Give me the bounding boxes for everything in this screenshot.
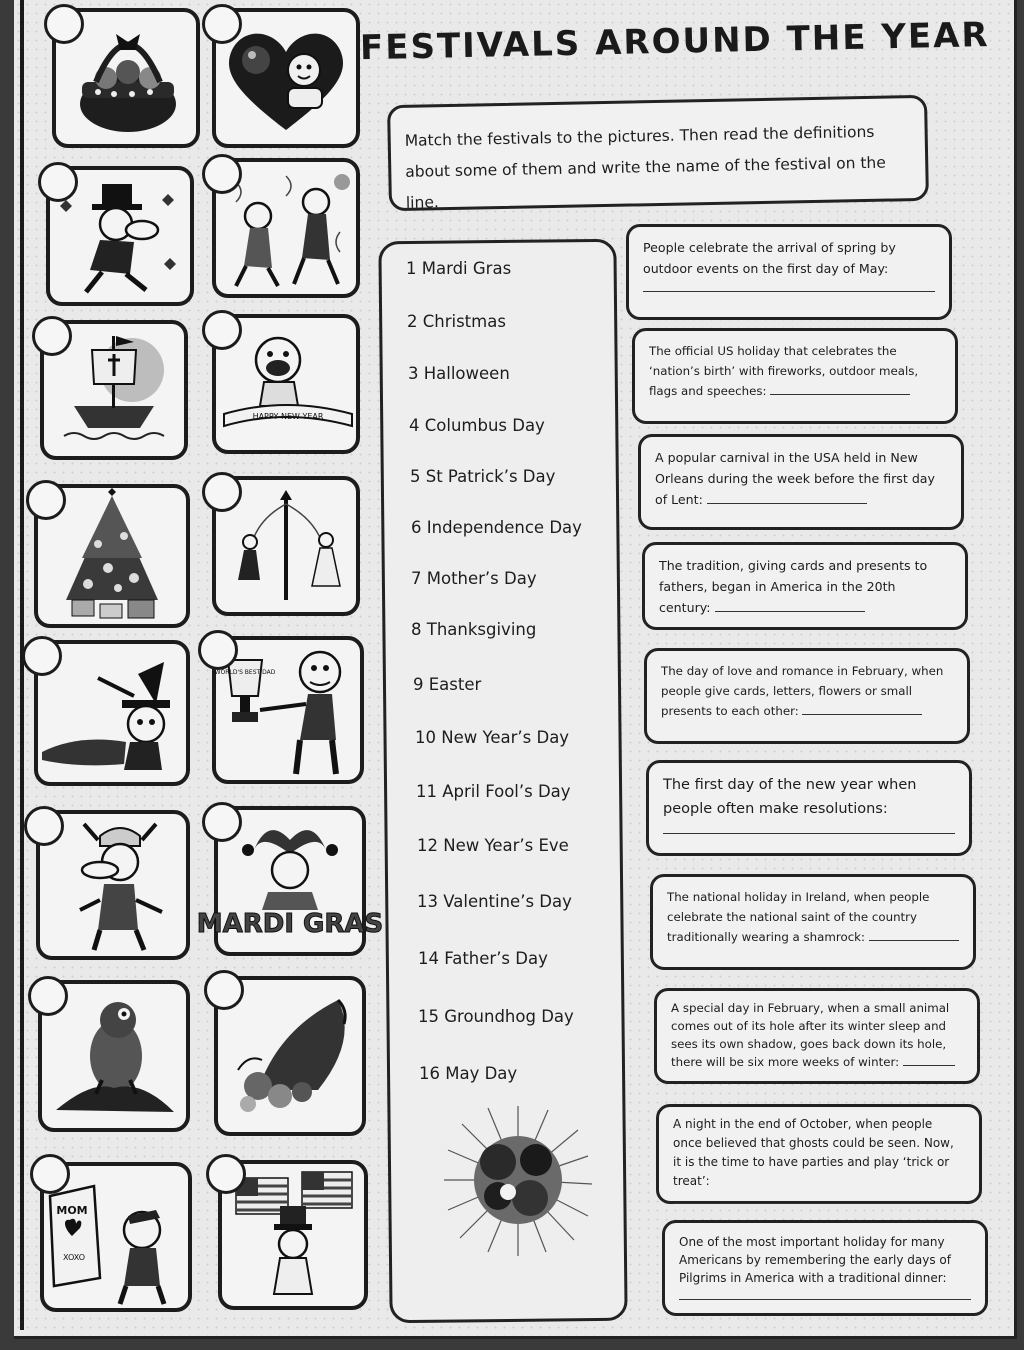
answer-circle[interactable] [44, 4, 84, 44]
list-item: 1 Mardi Gras [406, 259, 512, 278]
list-item: 14 Father’s Day [418, 949, 548, 968]
answer-circle[interactable] [22, 636, 62, 676]
definition-text: The first day of the new year when people often make resolutions: [663, 777, 917, 817]
card-mom-text: MOM [56, 1204, 88, 1217]
definition-box [644, 648, 970, 744]
list-item: 5 St Patrick’s Day [410, 467, 556, 486]
definition-box [632, 328, 958, 424]
definition-box [638, 434, 964, 530]
answer-circle[interactable] [202, 472, 242, 512]
instructions-box: Match the festivals to the pictures. Then read the definitions about some of them and write the name of the festival on the line. [387, 95, 929, 211]
definition-box [662, 1220, 988, 1316]
list-item: 15 Groundhog Day [418, 1007, 574, 1026]
list-item: 13 Valentine’s Day [417, 892, 572, 911]
definition-text: The national holiday in Ireland, when people celebrate the national saint of the country traditionally wearing a shamrock: [667, 890, 930, 944]
list-item: 12 New Year’s Eve [417, 836, 569, 855]
definition-box [650, 874, 976, 970]
answer-line[interactable] [802, 702, 922, 715]
definition-text: A special day in February, when a small animal comes out of its hole after its winter sleep and sees its own shadow, goes back down its hole, there will be six more weeks of winter: [671, 1001, 950, 1069]
definition-box [646, 760, 972, 856]
definition-text: The tradition, giving cards and presents to fathers, began in America in the 20th century: [659, 558, 928, 615]
answer-circle[interactable] [202, 310, 242, 350]
answer-line[interactable] [673, 1195, 965, 1204]
mardi-gras-text: MARDI GRAS [196, 909, 384, 939]
list-item: 8 Thanksgiving [411, 620, 537, 639]
fireworks-icon [438, 1100, 598, 1260]
answer-line[interactable] [903, 1053, 955, 1066]
list-item: 3 Halloween [408, 364, 510, 383]
answer-line[interactable] [707, 491, 867, 504]
list-item: 7 Mother’s Day [411, 569, 537, 588]
answer-line[interactable] [663, 825, 955, 834]
trophy-text: WORLD'S BEST DAD [214, 669, 276, 676]
answer-line[interactable] [679, 1291, 971, 1300]
worksheet-title: FESTIVALS AROUND THE YEAR [359, 15, 991, 69]
list-item: 11 April Fool’s Day [416, 782, 571, 801]
answer-circle[interactable] [28, 976, 68, 1016]
answer-circle[interactable] [202, 154, 242, 194]
list-item: 10 New Year’s Day [415, 728, 570, 747]
definition-text: A night in the end of October, when people once believed that ghosts could be seen. Now, it is the time to have parties and play ‘trick or treat’: [673, 1117, 954, 1188]
answer-line[interactable] [770, 382, 910, 395]
definition-box [654, 988, 980, 1084]
definition-text: One of the most important holiday for many Americans by remembering the early days of Pilgrims in America with a traditional dinner: [679, 1235, 951, 1285]
answer-circle[interactable] [204, 970, 244, 1010]
definition-box [656, 1104, 982, 1204]
answer-circle[interactable] [202, 4, 242, 44]
answer-circle[interactable] [24, 806, 64, 846]
answer-circle[interactable] [202, 802, 242, 842]
answer-circle[interactable] [198, 630, 238, 670]
definition-text: The day of love and romance in February, when people give cards, letters, flowers or small presents to each other: [661, 664, 944, 718]
list-item: 9 Easter [413, 675, 482, 694]
answer-circle[interactable] [26, 480, 66, 520]
banner-text: HAPPY NEW YEAR [252, 412, 324, 421]
definition-text: People celebrate the arrival of spring by outdoor events on the first day of May: [643, 240, 896, 276]
answer-line[interactable] [643, 283, 935, 292]
answer-line[interactable] [869, 928, 959, 941]
list-item: 6 Independence Day [411, 518, 582, 537]
answer-circle[interactable] [206, 1154, 246, 1194]
card-xoxo-text: XOXO [62, 1253, 86, 1262]
list-item: 4 Columbus Day [409, 416, 545, 435]
definition-box [626, 224, 952, 320]
definition-box [642, 542, 968, 630]
list-item: 16 May Day [419, 1064, 518, 1083]
answer-circle[interactable] [38, 162, 78, 202]
list-item: 2 Christmas [407, 312, 506, 331]
answer-line[interactable] [715, 599, 865, 612]
answer-circle[interactable] [32, 316, 72, 356]
answer-circle[interactable] [30, 1154, 70, 1194]
definition-text: The official US holiday that celebrates the ‘nation’s birth’ with fireworks, outdoor meals, flags and speeches: [649, 344, 919, 398]
definition-text: A popular carnival in the USA held in New Orleans during the week before the first day of Lent: [655, 450, 935, 507]
